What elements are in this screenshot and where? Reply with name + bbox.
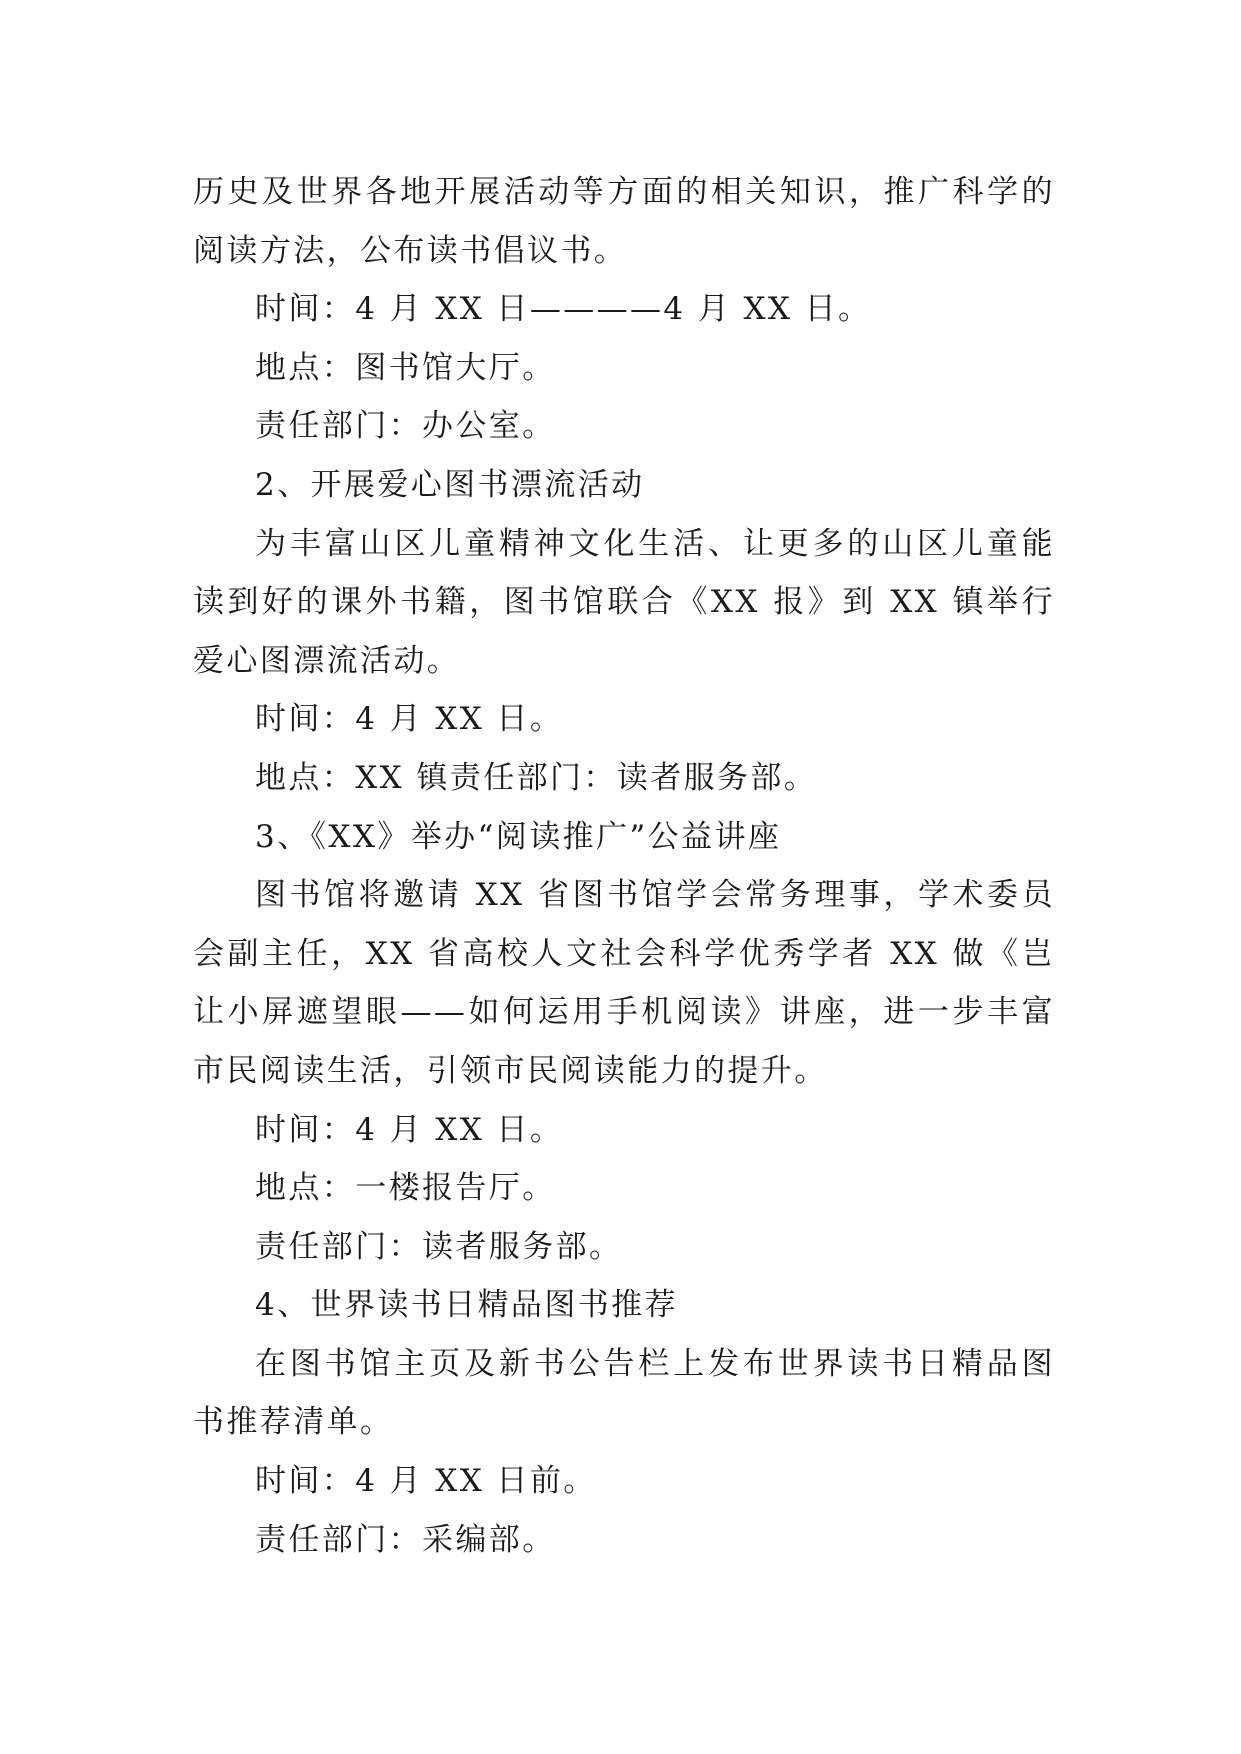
paragraph: 责任部门：办公室。 — [255, 408, 556, 445]
paragraph: 时间：4 月 XX 日。 — [255, 1111, 564, 1148]
paragraph: 时间：4 月 XX 日。 — [255, 701, 564, 738]
section-heading: 3、《XX》举办“阅读推广”公益讲座 — [255, 818, 782, 855]
section-heading: 2、开展爱心图书漂流活动 — [255, 466, 645, 503]
paragraph: 图书馆将邀请 XX 省图书馆学会常务理事，学术委员会副主任，XX 省高校人文社会科学优秀学者 XX 做《岂让小屏遮望眼——如何运用手机阅读》讲座，进一步丰富市民阅读生活，引领市民阅读能力的提升。 — [193, 877, 1055, 1089]
paragraph: 历史及世界各地开展活动等方面的相关知识，推广科学的阅读方法，公布读书倡议书。 — [193, 174, 1055, 269]
paragraph: 时间：4 月 XX 日————4 月 XX 日。 — [255, 291, 872, 328]
paragraph: 责任部门：采编部。 — [255, 1521, 556, 1558]
paragraph: 地点：图书馆大厅。 — [255, 349, 556, 386]
section-heading: 4、世界读书日精品图书推荐 — [255, 1287, 678, 1324]
paragraph: 责任部门：读者服务部。 — [255, 1228, 623, 1265]
paragraph: 地点：XX 镇责任部门：读者服务部。 — [255, 759, 818, 796]
paragraph: 为丰富山区儿童精神文化生活、让更多的山区儿童能读到好的课外书籍，图书馆联合《XX 报》到 XX 镇举行爱心图漂流活动。 — [193, 525, 1055, 679]
document-body — [193, 163, 1055, 1569]
paragraph: 地点：一楼报告厅。 — [255, 1170, 556, 1207]
paragraph: 时间：4 月 XX 日前。 — [255, 1463, 597, 1500]
paragraph: 在图书馆主页及新书公告栏上发布世界读书日精品图书推荐清单。 — [193, 1345, 1055, 1441]
